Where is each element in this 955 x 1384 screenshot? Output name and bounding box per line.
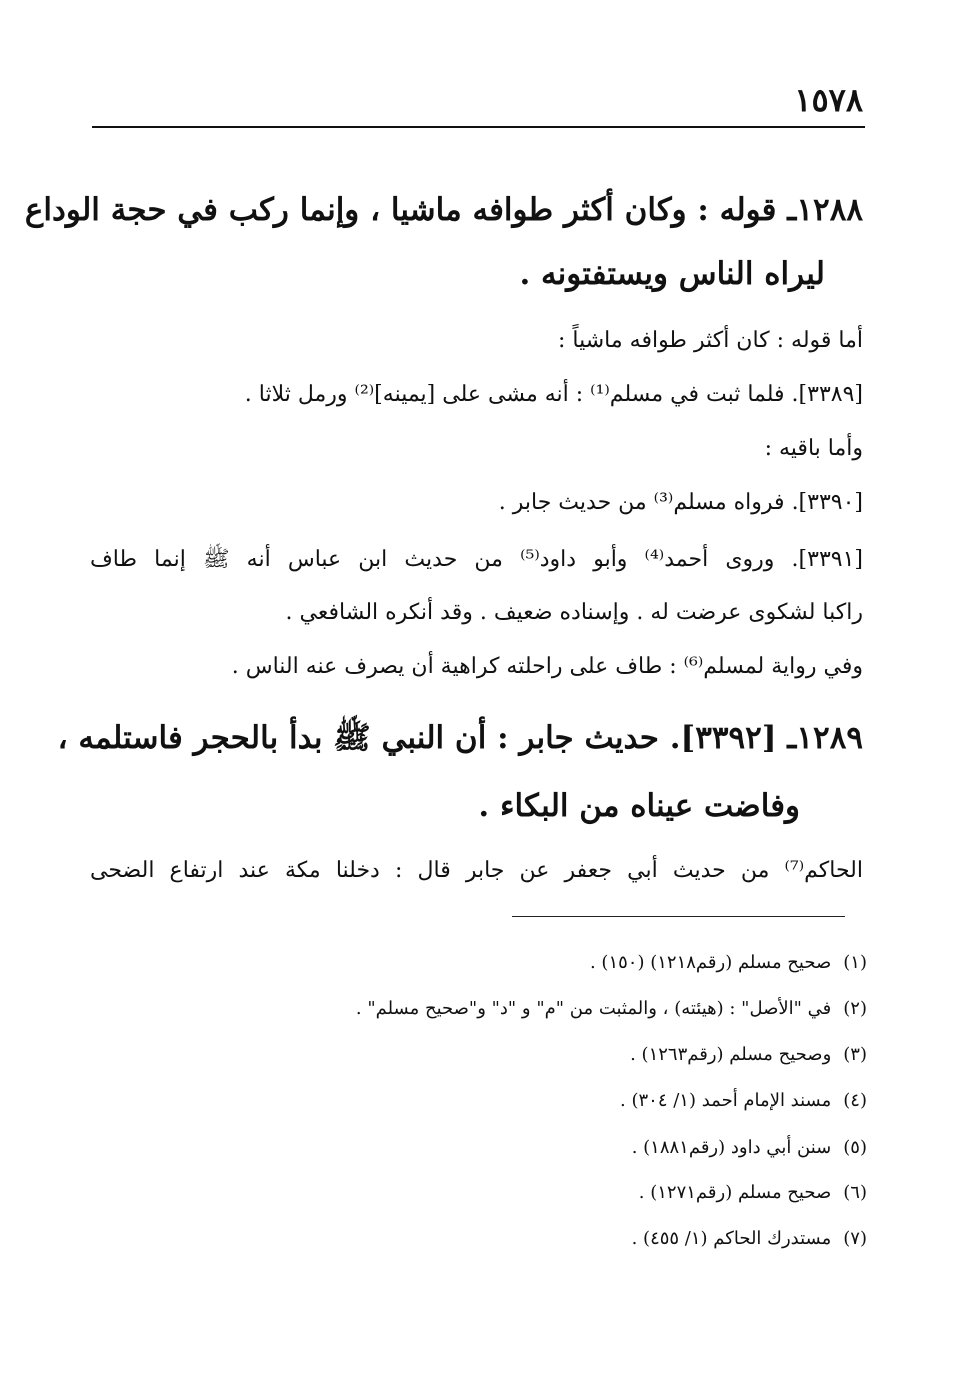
section-1289-heading-line-1: ١٢٨٩ـ [٣٣٩٢]. حديث جابر : أن النبي ﷺ بدأ بالحجر فاستلمه ، [57, 720, 863, 756]
footnote-5 [87, 1135, 867, 1161]
body-1288-line-1: أما قوله : كان أكثر طوافه ماشياً : [557, 328, 863, 353]
footnote-separator [512, 916, 845, 917]
footnote-text: صحيح مسلم (رقم١٢٧١) . [638, 1182, 832, 1203]
body-1288-line-2: [٣٣٨٩]. فلما ثبت في مسلم⁽¹⁾ : أنه مشى على [يمينه]⁽²⁾ ورمل ثلاثا . [244, 382, 863, 407]
header-rule [92, 126, 865, 128]
footnote-1 [87, 950, 867, 976]
footnote-4 [87, 1088, 867, 1114]
section-1288-heading-line-2: ليراه الناس ويستفتونه . [519, 256, 825, 292]
footnote-text: مسند الإمام أحمد (١/ ٣٠٤) . [620, 1090, 832, 1111]
body-1288-line-6: راكبا لشكوى عرضت له . وإسناده ضعيف . وقد أنكره الشافعي . [285, 600, 863, 625]
footnote-number: (٦) [843, 1182, 867, 1203]
footnote-text: في "الأصل" : (هيئته) ، والمثبت من "م" و "د" و"صحيح مسلم" . [355, 998, 832, 1019]
page-number: ١٥٧٨ [794, 81, 863, 119]
body-1288-line-3: وأما باقيه : [764, 436, 863, 461]
body-1288-line-4: [٣٣٩٠]. فرواه مسلم⁽³⁾ من حديث جابر . [498, 490, 863, 515]
footnote-text: صحيح مسلم (رقم١٢١٨) (١٥٠) . [589, 952, 832, 973]
footnote-number: (٧) [843, 1228, 867, 1249]
body-1288-line-7: وفي رواية لمسلم⁽⁶⁾ : طاف على راحلته كراهية أن يصرف عنه الناس . [231, 654, 863, 679]
footnote-7 [87, 1226, 867, 1252]
section-1289-heading-line-2: وفاضت عيناه من البكاء . [478, 788, 800, 824]
footnote-text: مستدرك الحاكم (١/ ٤٥٥) . [631, 1228, 832, 1249]
footnote-number: (٢) [843, 998, 867, 1019]
footnote-number: (٣) [843, 1044, 867, 1065]
footnote-number: (١) [843, 952, 867, 973]
footnote-text: سنن أبي داود (رقم١٨٨١) . [631, 1137, 832, 1158]
footnote-number: (٤) [843, 1090, 867, 1111]
footnote-3 [87, 1042, 867, 1068]
body-1288-line-5: [٣٣٩١]. وروى أحمد⁽⁴⁾ وأبو داود⁽⁵⁾ من حديث ابن عباس أنه ﷺ إنما طاف [90, 547, 863, 572]
footnote-number: (٥) [843, 1137, 867, 1158]
footnote-text: وصحيح مسلم (رقم١٢٦٣) . [630, 1044, 832, 1065]
footnote-2 [87, 996, 867, 1022]
section-1288-heading-line-1: ١٢٨٨ـ قوله : وكان أكثر طوافه ماشيا ، وإنما ركب في حجة الوداع [24, 192, 863, 228]
footnote-6 [87, 1180, 867, 1206]
body-1289-line-1: الحاكم⁽⁷⁾ من حديث أبي جعفر عن جابر قال : دخلنا مكة عند ارتفاع الضحى [90, 858, 863, 883]
